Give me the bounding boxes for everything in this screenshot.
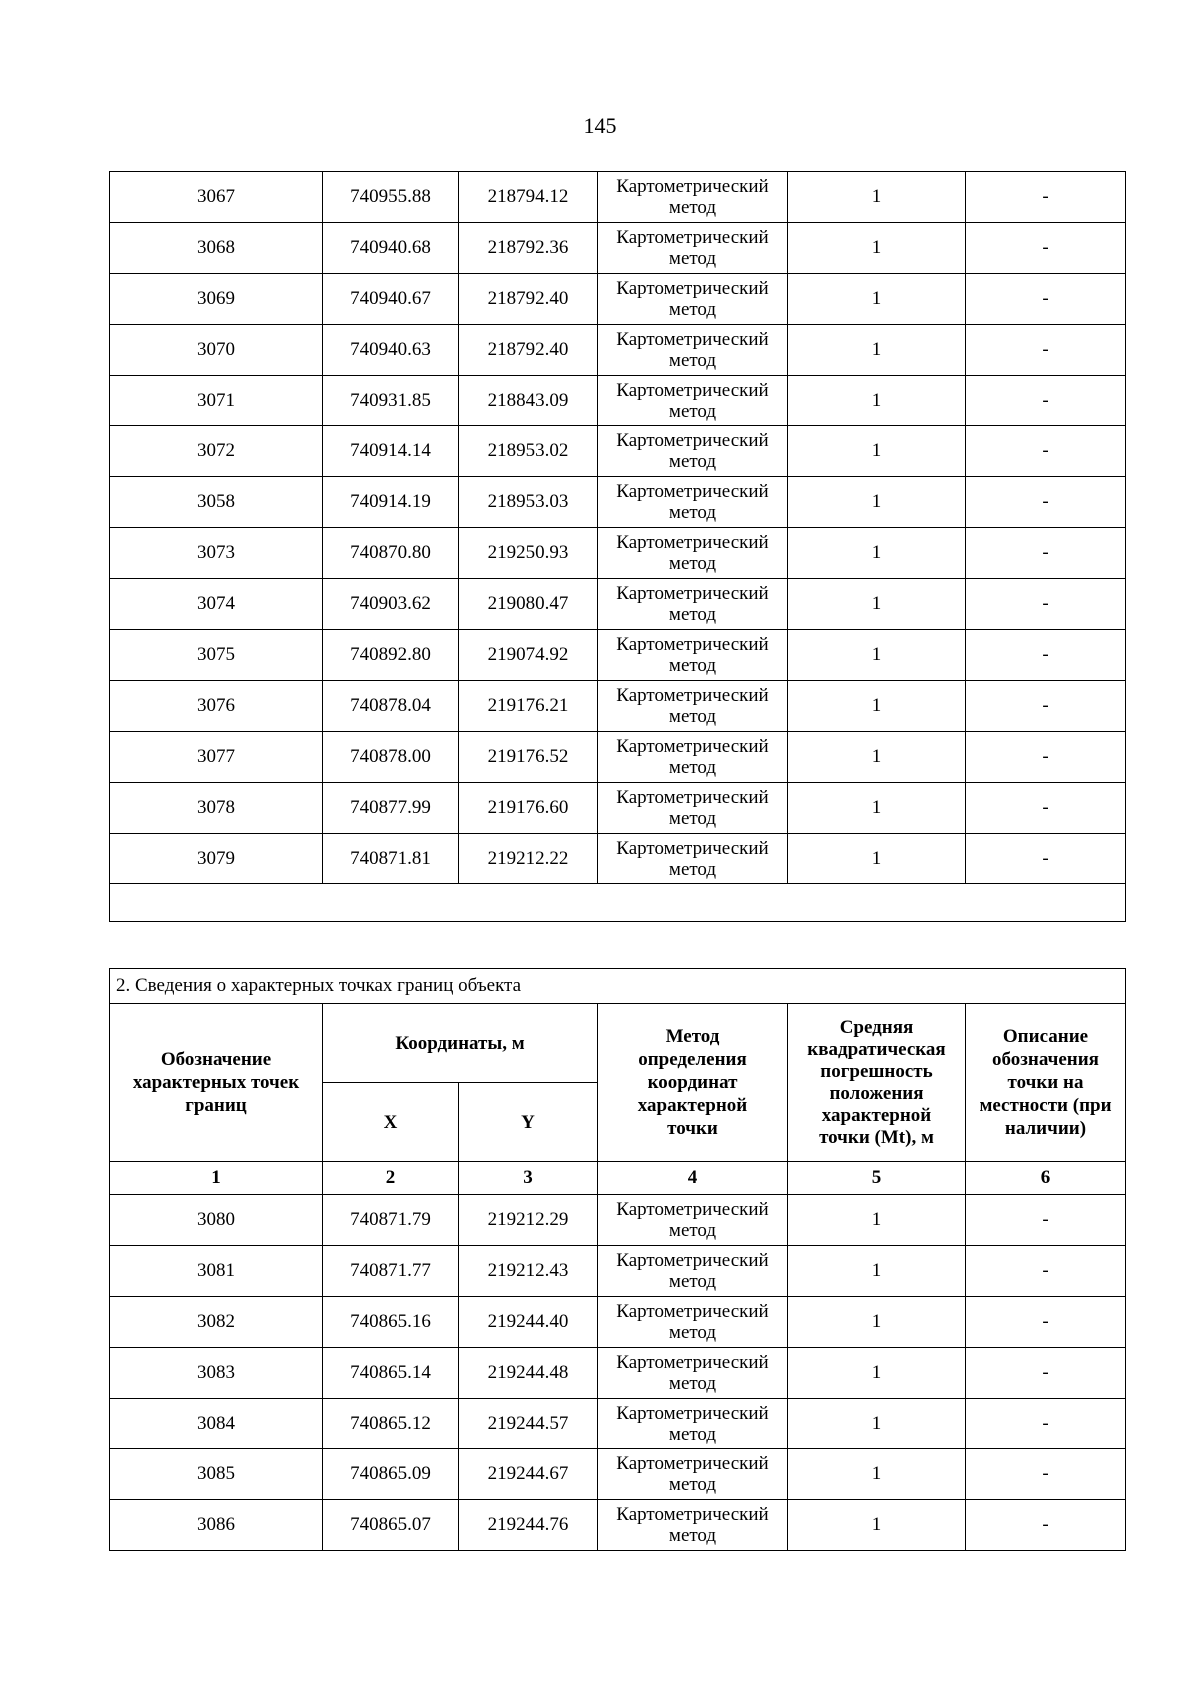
mt-cell: 1 [788, 172, 966, 223]
section-title: 2. Сведения о характерных точках границ объекта [110, 969, 1126, 1004]
column-number: 2 [323, 1162, 459, 1195]
header-mt: Средняя квадратическая погрешность положения характерной точки (Mt), м [788, 1004, 966, 1162]
description-cell: - [966, 1296, 1126, 1347]
empty-cell [110, 884, 1126, 922]
table-row [110, 222, 1126, 273]
method-cell: Картометрический метод [598, 324, 788, 375]
description-cell: - [966, 1449, 1126, 1500]
y-coordinate-cell: 219080.47 [459, 579, 598, 630]
point-cell: 3067 [110, 172, 323, 223]
point-cell: 3058 [110, 477, 323, 528]
boundary-points-table [109, 968, 1126, 1551]
mt-cell: 1 [788, 222, 966, 273]
table-row [110, 324, 1126, 375]
y-coordinate-cell: 219176.60 [459, 782, 598, 833]
point-cell: 3085 [110, 1449, 323, 1500]
method-cell: Картометрический метод [598, 1347, 788, 1398]
table-row [110, 1296, 1126, 1347]
point-cell: 3071 [110, 375, 323, 426]
page-number: 145 [583, 113, 617, 138]
y-coordinate-cell: 218792.40 [459, 273, 598, 324]
method-cell: Картометрический метод [598, 1296, 788, 1347]
table-row [110, 1245, 1126, 1296]
method-cell: Картометрический метод [598, 630, 788, 681]
point-cell: 3075 [110, 630, 323, 681]
description-cell: - [966, 1500, 1126, 1551]
table-row [110, 172, 1126, 223]
mt-cell: 1 [788, 579, 966, 630]
table-row [110, 1398, 1126, 1449]
method-cell: Картометрический метод [598, 273, 788, 324]
method-cell: Картометрический метод [598, 222, 788, 273]
table-row [110, 1347, 1126, 1398]
description-cell: - [966, 172, 1126, 223]
point-cell: 3083 [110, 1347, 323, 1398]
mt-cell: 1 [788, 528, 966, 579]
mt-cell: 1 [788, 375, 966, 426]
mt-cell: 1 [788, 477, 966, 528]
point-cell: 3082 [110, 1296, 323, 1347]
table-row [110, 528, 1126, 579]
mt-cell: 1 [788, 324, 966, 375]
mt-cell: 1 [788, 782, 966, 833]
x-coordinate-cell: 740865.16 [323, 1296, 459, 1347]
description-cell: - [966, 477, 1126, 528]
point-cell: 3068 [110, 222, 323, 273]
description-cell: - [966, 273, 1126, 324]
x-coordinate-cell: 740865.14 [323, 1347, 459, 1398]
method-cell: Картометрический метод [598, 731, 788, 782]
method-cell: Картометрический метод [598, 1195, 788, 1246]
y-coordinate-cell: 218843.09 [459, 375, 598, 426]
point-cell: 3078 [110, 782, 323, 833]
x-coordinate-cell: 740871.77 [323, 1245, 459, 1296]
mt-cell: 1 [788, 1245, 966, 1296]
y-coordinate-cell: 219244.67 [459, 1449, 598, 1500]
point-cell: 3070 [110, 324, 323, 375]
x-coordinate-cell: 740877.99 [323, 782, 459, 833]
y-coordinate-cell: 219212.29 [459, 1195, 598, 1246]
column-number: 6 [966, 1162, 1126, 1195]
method-cell: Картометрический метод [598, 833, 788, 884]
header-designation: Обозначение характерных точек границ [110, 1004, 323, 1162]
x-coordinate-cell: 740955.88 [323, 172, 459, 223]
x-coordinate-cell: 740892.80 [323, 630, 459, 681]
header-x: X [323, 1083, 459, 1162]
x-coordinate-cell: 740878.00 [323, 731, 459, 782]
y-coordinate-cell: 219176.52 [459, 731, 598, 782]
method-cell: Картометрический метод [598, 477, 788, 528]
column-number: 4 [598, 1162, 788, 1195]
table-row [110, 477, 1126, 528]
x-coordinate-cell: 740940.67 [323, 273, 459, 324]
point-cell: 3069 [110, 273, 323, 324]
method-cell: Картометрический метод [598, 172, 788, 223]
description-cell: - [966, 222, 1126, 273]
description-cell: - [966, 680, 1126, 731]
point-cell: 3072 [110, 426, 323, 477]
description-cell: - [966, 630, 1126, 681]
y-coordinate-cell: 219212.22 [459, 833, 598, 884]
header-y: Y [459, 1083, 598, 1162]
table-row [110, 630, 1126, 681]
table-row [110, 1449, 1126, 1500]
description-cell: - [966, 579, 1126, 630]
description-cell: - [966, 1195, 1126, 1246]
description-cell: - [966, 324, 1126, 375]
column-number: 1 [110, 1162, 323, 1195]
x-coordinate-cell: 740865.07 [323, 1500, 459, 1551]
method-cell: Картометрический метод [598, 1245, 788, 1296]
point-cell: 3080 [110, 1195, 323, 1246]
point-cell: 3086 [110, 1500, 323, 1551]
x-coordinate-cell: 740865.09 [323, 1449, 459, 1500]
table1-body [110, 172, 1126, 922]
x-coordinate-cell: 740870.80 [323, 528, 459, 579]
description-cell: - [966, 528, 1126, 579]
table-row [110, 426, 1126, 477]
point-cell: 3079 [110, 833, 323, 884]
y-coordinate-cell: 219074.92 [459, 630, 598, 681]
column-number: 3 [459, 1162, 598, 1195]
mt-cell: 1 [788, 1296, 966, 1347]
table-row [110, 375, 1126, 426]
description-cell: - [966, 833, 1126, 884]
point-cell: 3077 [110, 731, 323, 782]
mt-cell: 1 [788, 1449, 966, 1500]
description-cell: - [966, 1347, 1126, 1398]
description-cell: - [966, 375, 1126, 426]
method-cell: Картометрический метод [598, 1449, 788, 1500]
point-cell: 3073 [110, 528, 323, 579]
method-cell: Картометрический метод [598, 1500, 788, 1551]
boundary-points-table-continued [109, 171, 1126, 922]
table-row [110, 833, 1126, 884]
x-coordinate-cell: 740931.85 [323, 375, 459, 426]
column-numbers-row [110, 1162, 1126, 1195]
x-coordinate-cell: 740914.19 [323, 477, 459, 528]
mt-cell: 1 [788, 630, 966, 681]
point-cell: 3076 [110, 680, 323, 731]
table-row [110, 731, 1126, 782]
mt-cell: 1 [788, 680, 966, 731]
mt-cell: 1 [788, 1398, 966, 1449]
x-coordinate-cell: 740871.79 [323, 1195, 459, 1246]
x-coordinate-cell: 740940.63 [323, 324, 459, 375]
point-cell: 3084 [110, 1398, 323, 1449]
y-coordinate-cell: 218953.02 [459, 426, 598, 477]
mt-cell: 1 [788, 833, 966, 884]
y-coordinate-cell: 219244.57 [459, 1398, 598, 1449]
x-coordinate-cell: 740914.14 [323, 426, 459, 477]
y-coordinate-cell: 219176.21 [459, 680, 598, 731]
description-cell: - [966, 1398, 1126, 1449]
table-row [110, 680, 1126, 731]
table-row [110, 273, 1126, 324]
table-row [110, 1195, 1126, 1246]
column-number: 5 [788, 1162, 966, 1195]
description-cell: - [966, 731, 1126, 782]
method-cell: Картометрический метод [598, 579, 788, 630]
empty-row [110, 884, 1126, 922]
description-cell: - [966, 782, 1126, 833]
table-row [110, 782, 1126, 833]
description-cell: - [966, 426, 1126, 477]
mt-cell: 1 [788, 273, 966, 324]
mt-cell: 1 [788, 731, 966, 782]
table2-body [110, 1195, 1126, 1551]
table-row [110, 579, 1126, 630]
mt-cell: 1 [788, 1195, 966, 1246]
x-coordinate-cell: 740878.04 [323, 680, 459, 731]
method-cell: Картометрический метод [598, 426, 788, 477]
y-coordinate-cell: 218792.40 [459, 324, 598, 375]
mt-cell: 1 [788, 426, 966, 477]
mt-cell: 1 [788, 1347, 966, 1398]
method-cell: Картометрический метод [598, 680, 788, 731]
header-coordinates: Координаты, м [323, 1004, 598, 1083]
header-description: Описание обозначения точки на местности (при наличии) [966, 1004, 1126, 1162]
x-coordinate-cell: 740865.12 [323, 1398, 459, 1449]
point-cell: 3081 [110, 1245, 323, 1296]
y-coordinate-cell: 218792.36 [459, 222, 598, 273]
x-coordinate-cell: 740871.81 [323, 833, 459, 884]
table-row [110, 1500, 1126, 1551]
x-coordinate-cell: 740903.62 [323, 579, 459, 630]
y-coordinate-cell: 219244.76 [459, 1500, 598, 1551]
x-coordinate-cell: 740940.68 [323, 222, 459, 273]
y-coordinate-cell: 219244.40 [459, 1296, 598, 1347]
method-cell: Картометрический метод [598, 1398, 788, 1449]
mt-cell: 1 [788, 1500, 966, 1551]
y-coordinate-cell: 218794.12 [459, 172, 598, 223]
method-cell: Картометрический метод [598, 375, 788, 426]
method-cell: Картометрический метод [598, 528, 788, 579]
header-method: Метод определения координат характерной точки [598, 1004, 788, 1162]
point-cell: 3074 [110, 579, 323, 630]
y-coordinate-cell: 219212.43 [459, 1245, 598, 1296]
y-coordinate-cell: 219244.48 [459, 1347, 598, 1398]
method-cell: Картометрический метод [598, 782, 788, 833]
description-cell: - [966, 1245, 1126, 1296]
y-coordinate-cell: 218953.03 [459, 477, 598, 528]
y-coordinate-cell: 219250.93 [459, 528, 598, 579]
